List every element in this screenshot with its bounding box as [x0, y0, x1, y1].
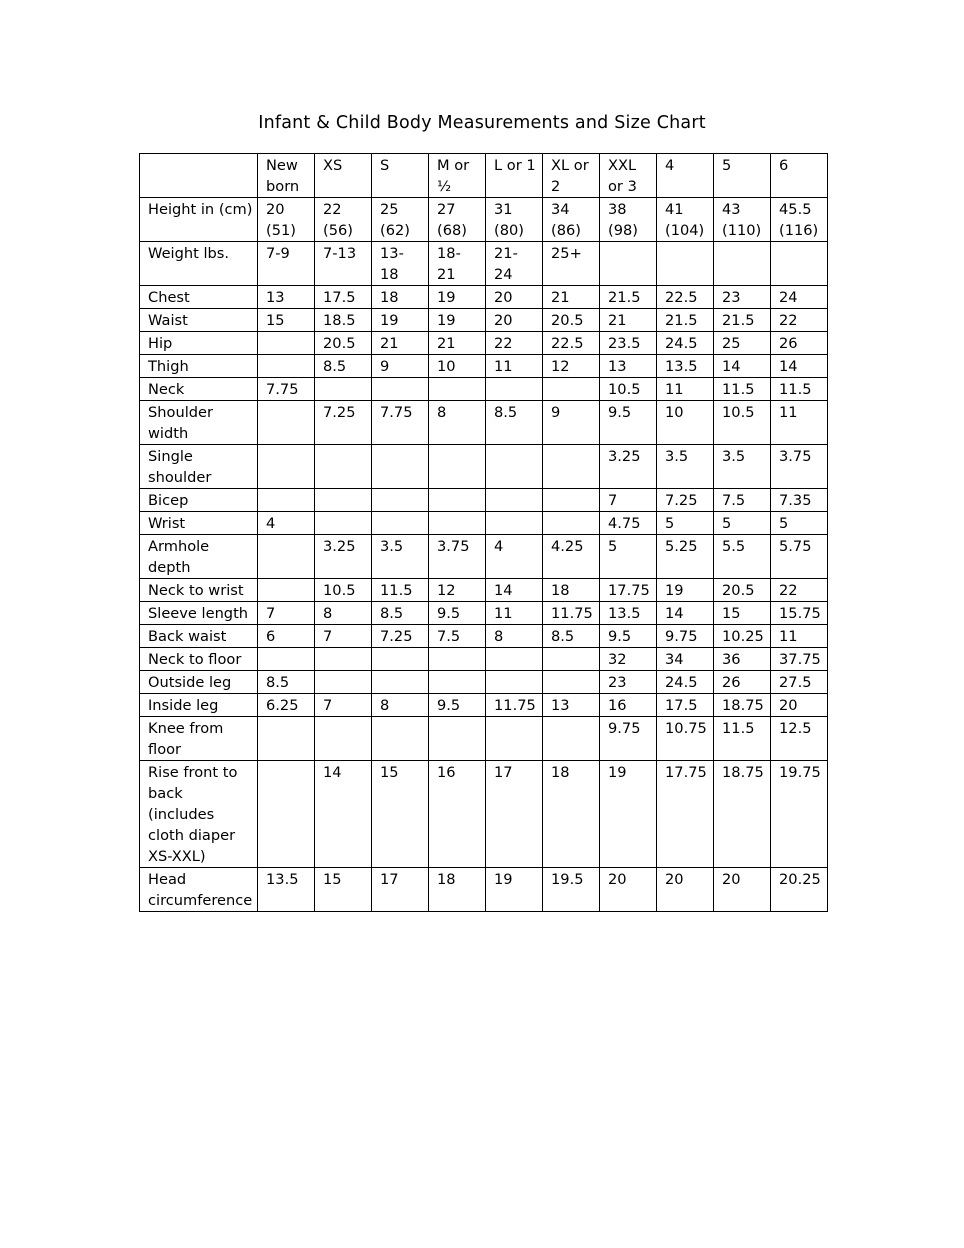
measurement-cell: 20 [771, 694, 828, 717]
measurement-cell: 24.5 [657, 671, 714, 694]
measurement-cell: 5 [600, 535, 657, 579]
measurement-cell: 21.5 [600, 286, 657, 309]
measurement-cell: 34 [657, 648, 714, 671]
measurement-cell: 19 [372, 309, 429, 332]
measurement-cell: 13 [600, 355, 657, 378]
measurement-cell: 13.5 [258, 868, 315, 912]
measurement-cell: 8.5 [372, 602, 429, 625]
measurement-cell: 7 [315, 694, 372, 717]
measurement-cell: 9.5 [600, 401, 657, 445]
table-row [140, 355, 828, 378]
measurement-cell: 12.5 [771, 717, 828, 761]
measurement-cell: 38 (98) [600, 198, 657, 242]
row-label: Shoulder width [140, 401, 258, 445]
table-row [140, 579, 828, 602]
table-row [140, 401, 828, 445]
measurement-cell: 10.5 [315, 579, 372, 602]
size-header-cell: 6 [771, 154, 828, 198]
row-label: Knee from floor [140, 717, 258, 761]
header-corner-cell [140, 154, 258, 198]
size-header-cell: XL or 2 [543, 154, 600, 198]
measurement-cell: 3.5 [372, 535, 429, 579]
measurement-cell: 9 [543, 401, 600, 445]
measurement-cell: 11.5 [771, 378, 828, 401]
measurement-cell: 15.75 [771, 602, 828, 625]
row-label: Inside leg [140, 694, 258, 717]
table-row [140, 489, 828, 512]
measurement-cell: 25+ [543, 242, 600, 286]
measurement-cell: 7.75 [258, 378, 315, 401]
measurement-cell: 22 [771, 309, 828, 332]
measurement-cell: 20 [600, 868, 657, 912]
header-row [140, 154, 828, 198]
measurement-cell: 21 [372, 332, 429, 355]
measurement-cell: 7 [600, 489, 657, 512]
measurement-cell [429, 445, 486, 489]
measurement-cell [372, 648, 429, 671]
measurement-cell: 16 [429, 761, 486, 868]
measurement-cell: 26 [771, 332, 828, 355]
row-label: Sleeve length [140, 602, 258, 625]
size-header-cell: L or 1 [486, 154, 543, 198]
measurement-cell: 22 (56) [315, 198, 372, 242]
table-row [140, 602, 828, 625]
measurement-cell [258, 401, 315, 445]
measurement-cell: 7 [315, 625, 372, 648]
row-label: Bicep [140, 489, 258, 512]
measurement-cell: 6 [258, 625, 315, 648]
measurement-cell [429, 512, 486, 535]
measurement-cell: 18.5 [315, 309, 372, 332]
measurement-cell: 7.35 [771, 489, 828, 512]
measurement-cell: 11 [771, 401, 828, 445]
measurement-cell: 15 [258, 309, 315, 332]
measurement-cell: 8.5 [315, 355, 372, 378]
measurement-cell: 7.5 [429, 625, 486, 648]
size-header-cell: M or ½ [429, 154, 486, 198]
measurement-cell: 24 [771, 286, 828, 309]
measurement-cell: 15 [372, 761, 429, 868]
measurement-cell: 4.25 [543, 535, 600, 579]
measurement-cell: 3.75 [771, 445, 828, 489]
measurement-cell: 26 [714, 671, 771, 694]
measurement-cell [714, 242, 771, 286]
measurement-cell: 19 [429, 286, 486, 309]
measurement-cell: 7 [258, 602, 315, 625]
measurement-cell: 17 [372, 868, 429, 912]
measurement-cell: 19 [600, 761, 657, 868]
measurement-cell [486, 512, 543, 535]
measurement-cell [258, 535, 315, 579]
row-label: Head circumference [140, 868, 258, 912]
measurement-cell: 7.25 [657, 489, 714, 512]
row-label: Back waist [140, 625, 258, 648]
table-row [140, 535, 828, 579]
measurement-cell: 15 [714, 602, 771, 625]
measurement-cell: 18 [543, 579, 600, 602]
measurement-cell: 43 (110) [714, 198, 771, 242]
measurement-cell: 9 [372, 355, 429, 378]
measurement-cell [543, 378, 600, 401]
measurement-cell: 5.5 [714, 535, 771, 579]
measurement-cell: 20.25 [771, 868, 828, 912]
measurement-cell [543, 489, 600, 512]
measurement-cell [315, 489, 372, 512]
measurement-cell: 21 [543, 286, 600, 309]
measurement-cell: 22 [771, 579, 828, 602]
measurement-cell: 4.75 [600, 512, 657, 535]
measurement-cell: 14 [771, 355, 828, 378]
measurement-cell [258, 717, 315, 761]
measurement-cell: 20 [486, 286, 543, 309]
measurement-cell: 10.25 [714, 625, 771, 648]
measurement-cell: 18 [429, 868, 486, 912]
table-row [140, 868, 828, 912]
measurement-cell: 17.75 [600, 579, 657, 602]
measurement-cell [258, 579, 315, 602]
measurement-cell [315, 648, 372, 671]
measurement-cell: 7.25 [372, 625, 429, 648]
measurement-cell: 27 (68) [429, 198, 486, 242]
row-label: Wrist [140, 512, 258, 535]
table-row [140, 512, 828, 535]
measurement-cell: 19 [429, 309, 486, 332]
measurement-cell: 17 [486, 761, 543, 868]
table-row [140, 242, 828, 286]
measurement-cell [486, 671, 543, 694]
measurement-cell: 19 [486, 868, 543, 912]
measurement-cell [429, 717, 486, 761]
measurement-cell [600, 242, 657, 286]
measurement-cell [372, 671, 429, 694]
measurement-cell: 11.75 [543, 602, 600, 625]
measurement-cell [429, 671, 486, 694]
measurement-cell: 9.5 [600, 625, 657, 648]
row-label: Hip [140, 332, 258, 355]
measurement-cell: 5 [771, 512, 828, 535]
measurement-cell: 36 [714, 648, 771, 671]
row-label: Thigh [140, 355, 258, 378]
row-label: Neck to wrist [140, 579, 258, 602]
measurement-cell: 22.5 [543, 332, 600, 355]
measurement-cell: 5.25 [657, 535, 714, 579]
measurement-cell: 10 [429, 355, 486, 378]
measurement-cell: 34 (86) [543, 198, 600, 242]
table-row [140, 625, 828, 648]
measurement-cell: 5.75 [771, 535, 828, 579]
measurement-cell: 21.5 [657, 309, 714, 332]
measurement-cell: 22 [486, 332, 543, 355]
measurement-cell: 3.5 [657, 445, 714, 489]
measurement-cell: 37.75 [771, 648, 828, 671]
measurement-cell: 11 [657, 378, 714, 401]
measurement-cell: 13.5 [600, 602, 657, 625]
row-label: Chest [140, 286, 258, 309]
measurement-cell: 8 [486, 625, 543, 648]
measurement-cell: 20.5 [315, 332, 372, 355]
measurement-cell: 7.25 [315, 401, 372, 445]
measurement-cell [315, 378, 372, 401]
table-row [140, 761, 828, 868]
measurement-cell: 17.75 [657, 761, 714, 868]
table-row [140, 694, 828, 717]
measurement-cell: 3.25 [600, 445, 657, 489]
size-header-cell: XS [315, 154, 372, 198]
row-label: Outside leg [140, 671, 258, 694]
size-header-cell: XXL or 3 [600, 154, 657, 198]
measurement-cell: 7-9 [258, 242, 315, 286]
table-row [140, 717, 828, 761]
measurement-cell: 10.5 [600, 378, 657, 401]
measurement-cell [372, 378, 429, 401]
row-label: Height in (cm) [140, 198, 258, 242]
measurement-cell: 8 [429, 401, 486, 445]
row-label: Single shoulder [140, 445, 258, 489]
table-row [140, 671, 828, 694]
measurement-cell: 23 [600, 671, 657, 694]
measurement-cell [315, 512, 372, 535]
measurement-cell: 27.5 [771, 671, 828, 694]
measurement-cell [372, 512, 429, 535]
measurement-cell: 9.5 [429, 694, 486, 717]
measurement-cell: 21 [600, 309, 657, 332]
measurement-cell [258, 489, 315, 512]
measurement-cell: 23.5 [600, 332, 657, 355]
measurement-cell: 8.5 [258, 671, 315, 694]
measurement-cell: 14 [657, 602, 714, 625]
measurement-cell [543, 445, 600, 489]
measurement-cell [771, 242, 828, 286]
measurement-cell [315, 671, 372, 694]
measurement-cell: 11.5 [372, 579, 429, 602]
measurement-cell [543, 648, 600, 671]
measurement-cell: 20 [714, 868, 771, 912]
measurement-cell: 8.5 [543, 625, 600, 648]
measurement-cell [486, 648, 543, 671]
size-chart-table [139, 153, 828, 912]
row-label: Rise front to back (includes cloth diaper XS-XXL) [140, 761, 258, 868]
measurement-cell [657, 242, 714, 286]
measurement-cell [543, 671, 600, 694]
measurement-cell: 7-13 [315, 242, 372, 286]
size-header-cell: 5 [714, 154, 771, 198]
measurement-cell: 8 [315, 602, 372, 625]
measurement-cell: 18.75 [714, 761, 771, 868]
measurement-cell: 18 [543, 761, 600, 868]
measurement-cell [486, 717, 543, 761]
measurement-cell: 22.5 [657, 286, 714, 309]
measurement-cell: 9.5 [429, 602, 486, 625]
measurement-cell: 25 (62) [372, 198, 429, 242]
measurement-cell: 18- 21 [429, 242, 486, 286]
measurement-cell: 12 [429, 579, 486, 602]
measurement-cell: 10 [657, 401, 714, 445]
measurement-cell: 9.75 [600, 717, 657, 761]
measurement-cell: 45.5 (116) [771, 198, 828, 242]
table-row [140, 445, 828, 489]
measurement-cell [258, 332, 315, 355]
measurement-cell: 3.5 [714, 445, 771, 489]
measurement-cell: 18 [372, 286, 429, 309]
measurement-cell: 4 [258, 512, 315, 535]
table-row [140, 378, 828, 401]
measurement-cell: 8 [372, 694, 429, 717]
measurement-cell [486, 489, 543, 512]
measurement-cell: 14 [486, 579, 543, 602]
measurement-cell: 3.75 [429, 535, 486, 579]
row-label: Neck to floor [140, 648, 258, 671]
measurement-cell [543, 717, 600, 761]
measurement-cell: 20.5 [543, 309, 600, 332]
measurement-cell [372, 489, 429, 512]
measurement-cell [258, 761, 315, 868]
measurement-cell: 14 [714, 355, 771, 378]
measurement-cell: 7.5 [714, 489, 771, 512]
measurement-cell: 11.75 [486, 694, 543, 717]
measurement-cell [486, 445, 543, 489]
measurement-cell: 31 (80) [486, 198, 543, 242]
measurement-cell: 11 [771, 625, 828, 648]
measurement-cell: 20 [486, 309, 543, 332]
page-title: Infant & Child Body Measurements and Size Chart [258, 113, 706, 133]
measurement-cell: 11.5 [714, 378, 771, 401]
row-label: Armhole depth [140, 535, 258, 579]
measurement-cell: 20.5 [714, 579, 771, 602]
measurement-cell: 24.5 [657, 332, 714, 355]
measurement-cell [543, 512, 600, 535]
measurement-cell: 6.25 [258, 694, 315, 717]
size-header-cell: 4 [657, 154, 714, 198]
measurement-cell: 20 [657, 868, 714, 912]
row-label: Neck [140, 378, 258, 401]
measurement-cell: 20 (51) [258, 198, 315, 242]
measurement-cell: 10.75 [657, 717, 714, 761]
measurement-cell: 32 [600, 648, 657, 671]
measurement-cell [315, 717, 372, 761]
measurement-cell: 23 [714, 286, 771, 309]
measurement-cell: 11 [486, 355, 543, 378]
measurement-cell: 11 [486, 602, 543, 625]
measurement-cell [429, 378, 486, 401]
measurement-cell: 21.5 [714, 309, 771, 332]
measurement-cell: 17.5 [657, 694, 714, 717]
measurement-cell: 14 [315, 761, 372, 868]
measurement-cell [258, 648, 315, 671]
measurement-cell: 41 (104) [657, 198, 714, 242]
measurement-cell: 13- 18 [372, 242, 429, 286]
table-row [140, 648, 828, 671]
measurement-cell: 5 [714, 512, 771, 535]
measurement-cell: 5 [657, 512, 714, 535]
table-row [140, 309, 828, 332]
measurement-cell: 13.5 [657, 355, 714, 378]
measurement-cell: 19 [657, 579, 714, 602]
table-row [140, 198, 828, 242]
measurement-cell [429, 648, 486, 671]
measurement-cell [372, 717, 429, 761]
row-label: Waist [140, 309, 258, 332]
measurement-cell: 17.5 [315, 286, 372, 309]
row-label: Weight lbs. [140, 242, 258, 286]
measurement-cell [258, 355, 315, 378]
measurement-cell: 8.5 [486, 401, 543, 445]
measurement-cell: 13 [258, 286, 315, 309]
measurement-cell: 4 [486, 535, 543, 579]
measurement-cell: 19.75 [771, 761, 828, 868]
size-header-cell: S [372, 154, 429, 198]
measurement-cell: 10.5 [714, 401, 771, 445]
measurement-cell [429, 489, 486, 512]
measurement-cell: 21- 24 [486, 242, 543, 286]
measurement-cell: 11.5 [714, 717, 771, 761]
measurement-cell [486, 378, 543, 401]
measurement-cell: 25 [714, 332, 771, 355]
measurement-cell [315, 445, 372, 489]
table-row [140, 286, 828, 309]
size-header-cell: New born [258, 154, 315, 198]
measurement-cell: 18.75 [714, 694, 771, 717]
measurement-cell: 12 [543, 355, 600, 378]
table-row [140, 332, 828, 355]
measurement-cell: 9.75 [657, 625, 714, 648]
measurement-cell: 19.5 [543, 868, 600, 912]
measurement-cell: 21 [429, 332, 486, 355]
measurement-cell: 16 [600, 694, 657, 717]
measurement-cell [258, 445, 315, 489]
measurement-cell: 15 [315, 868, 372, 912]
measurement-cell [372, 445, 429, 489]
measurement-cell: 13 [543, 694, 600, 717]
measurement-cell: 7.75 [372, 401, 429, 445]
measurement-cell: 3.25 [315, 535, 372, 579]
